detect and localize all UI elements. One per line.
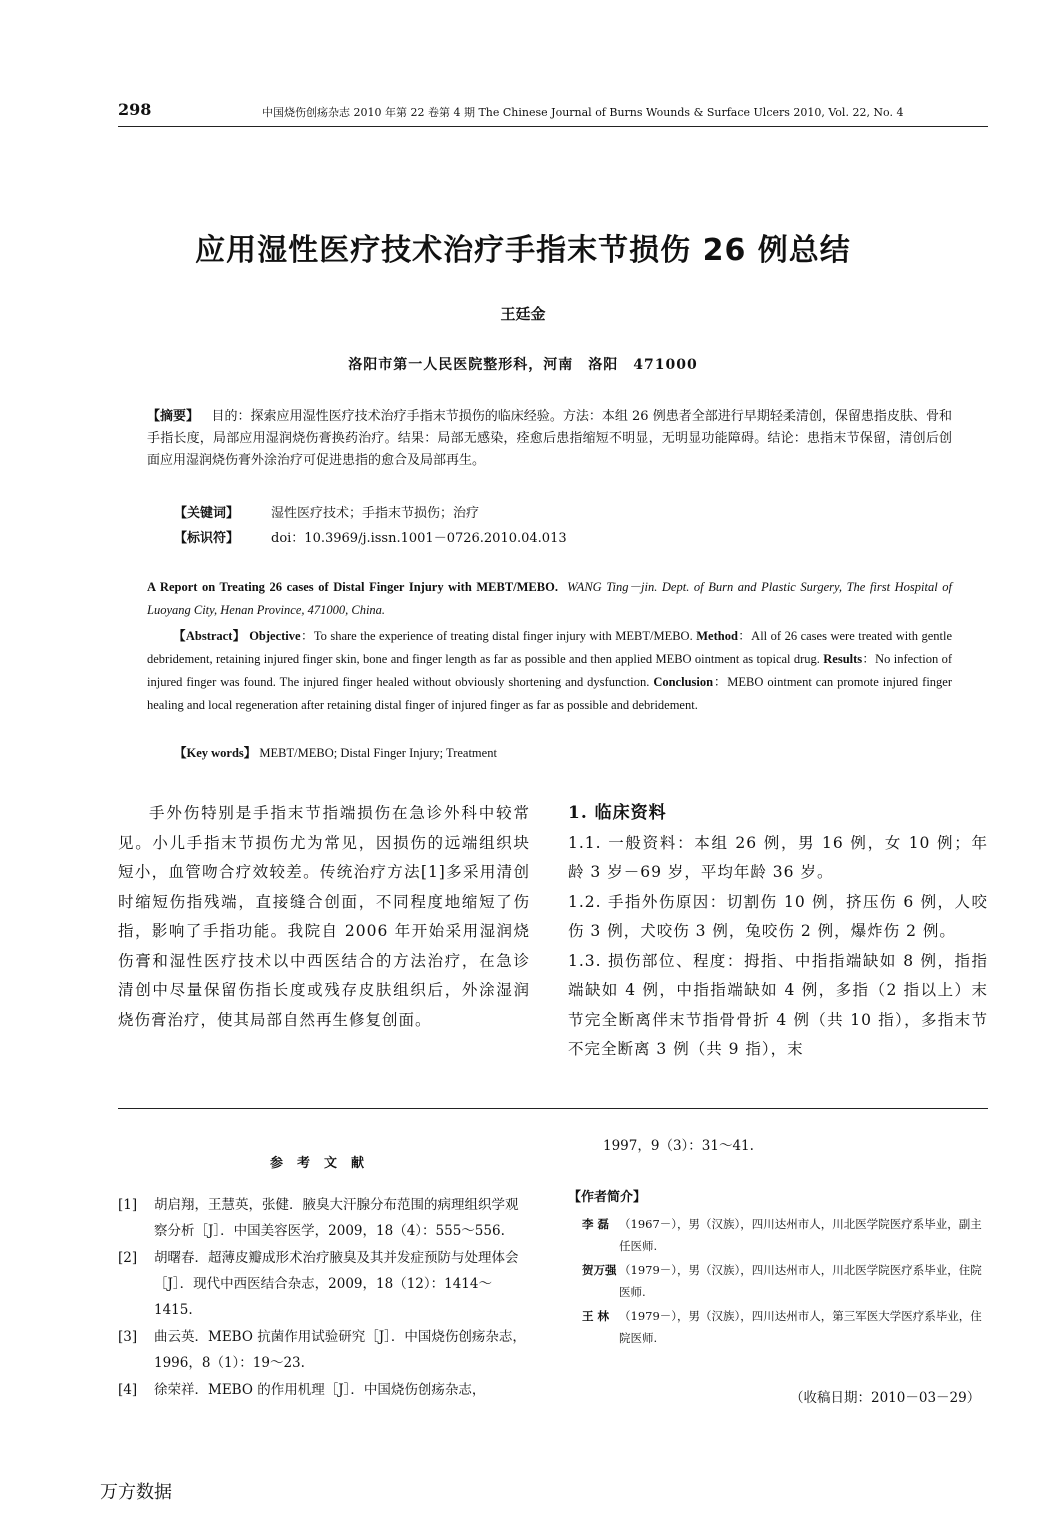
reference-text: 曲云英．MEBO 抗菌作用试验研究［J］．中国烧伤创疡杂志，1996，8（1）：19～23.: [154, 1329, 526, 1371]
keywords-text: 湿性医疗技术；手指末节损伤；治疗: [271, 506, 480, 521]
body-right-column: [568, 799, 988, 1065]
paragraph-1-2: 1.2. 手指外伤原因：切割伤 10 例，挤压伤 6 例，人咬伤 3 例，犬咬伤 3 例，兔咬伤 2 例，爆炸伤 2 例。: [568, 892, 988, 940]
bio-text: （1979－），男（汉族），四川达州市人，川北医学院医疗系毕业，住院医师.: [619, 1263, 982, 1299]
conclusion-text: ：MEBO ointment can promote injured finger healing and local regeneration after retaining distal finger of injured finger as far as possible and debridement.: [147, 675, 953, 712]
bio-text: （1967－），男（汉族），四川达州市人，川北医学院医疗系毕业，副主任医师.: [619, 1217, 982, 1253]
reference-item: [118, 1324, 530, 1376]
bio-name: 王 林: [582, 1309, 610, 1323]
page-number: 298: [118, 100, 152, 119]
english-abstract: [147, 625, 952, 717]
reference-item: [118, 1377, 530, 1403]
abstract-text: 目的：探索应用湿性医疗技术治疗手指末节损伤的临床经验。方法：本组 26 例患者全部进行早期轻柔清创，保留患指皮肤、骨和手指长度，局部应用湿润烧伤膏换药治疗。结果：局部无感染，痊愈后患指缩短不明显，无明显功能障碍。结论：患指末节保留，清创后创面应用湿润烧伤膏外涂治疗可促进患指的愈合及局部再生。: [147, 409, 952, 468]
english-keywords: [174, 743, 497, 761]
paragraph-1-1: 1.1. 一般资料：本组 26 例，男 16 例，女 10 例；年龄 3 岁－69 岁，平均年龄 36 岁。: [568, 833, 988, 881]
method-label: Method: [696, 629, 738, 643]
author-bio-item: [568, 1259, 988, 1303]
reference-text: 胡曙春．超薄皮瓣成形术治疗腋臭及其并发症预防与处理体会［J］．现代中西医结合杂志，2009，18（12）：1414～1415.: [154, 1250, 519, 1318]
conclusion-label: Conclusion: [653, 675, 714, 689]
en-abstract-label: 【Abstract】: [173, 629, 246, 643]
abstract-tag: 【摘要】: [147, 409, 200, 424]
reference-number: [3]: [118, 1329, 138, 1345]
reference-item: [118, 1245, 530, 1323]
author-bio-item: [568, 1305, 988, 1349]
results-text: ：No infection of injured finger was found. The injured finger healed without obviously shortening and dysfunction.: [147, 652, 952, 689]
objective-text: ：To share the experience of treating distal finger injury with MEBT/MEBO.: [300, 629, 693, 643]
objective-label: Objective: [249, 629, 301, 643]
reference-number: [1]: [118, 1197, 138, 1213]
header-rule: [118, 126, 988, 127]
reference-continuation: 1997，9（3）：31～41.: [603, 1138, 754, 1154]
author-bio-item: [568, 1213, 988, 1257]
reference-number: [4]: [118, 1382, 138, 1398]
keywords-label: 【关键词】: [174, 506, 240, 521]
identifier-label: 【标识符】: [174, 531, 240, 546]
references-title: 参考文献: [269, 1156, 378, 1171]
author-bio-title: 【作者简介】: [568, 1190, 647, 1205]
received-date: （收稿日期：2010－03－29）: [790, 1390, 981, 1406]
journal-running-header: 中国烧伤创疡杂志 2010 年第 22 卷第 4 期 The Chinese Journal of Burns Wounds & Surface Ulcers 2010, Vol. 22, No. 4: [262, 106, 904, 119]
english-title: A Report on Treating 26 cases of Distal Finger Injury with MEBT/MEBO.: [147, 580, 558, 594]
method-text: ：All of 26 cases were treated with gentle debridement, retaining injured finger skin, bone and finger length as far as possible and then applied MEBO ointment as topical drug.: [147, 629, 953, 666]
reference-text: 徐荣祥．MEBO 的作用机理［J］．中国烧伤创疡杂志，: [154, 1382, 486, 1398]
affiliation: 洛阳市第一人民医院整形科，河南 洛阳 471000: [348, 357, 698, 373]
english-authors: WANG Ting－jin. Dept. of Burn and Plastic Surgery, The first Hospital of Luoyang City, Henan Province, 471000, China.: [147, 580, 953, 617]
reference-number: [2]: [118, 1250, 138, 1266]
article-title: 应用湿性医疗技术治疗手指末节损伤 26 例总结: [195, 233, 851, 268]
identifier-row: [174, 527, 567, 546]
keywords-row: [174, 502, 479, 521]
identifier-text: doi：10.3969/j.issn.1001－0726.2010.04.013: [271, 531, 567, 546]
references-list: [118, 1192, 530, 1404]
section-heading: 1. 临床资料: [568, 803, 667, 823]
bio-text: （1979－），男（汉族），四川达州市人，第三军医大学医疗系毕业，住院医师.: [619, 1309, 982, 1345]
references-rule: [118, 1108, 988, 1109]
en-keywords-label: 【Key words】: [174, 746, 257, 760]
bio-name: 贺万强: [582, 1263, 617, 1277]
reference-text: 胡启翔，王慧英，张健．腋臭大汗腺分布范围的病理组织学观察分析［J］．中国美容医学，2009，18（4）：555～556.: [154, 1197, 519, 1239]
wanfang-watermark: 万方数据: [100, 1482, 172, 1503]
bio-name: 李 磊: [582, 1217, 610, 1231]
reference-item: [118, 1192, 530, 1244]
results-label: Results: [823, 652, 863, 666]
en-keywords-text: MEBT/MEBO; Distal Finger Injury; Treatment: [259, 746, 497, 760]
english-title-block: [147, 576, 952, 622]
body-left-column: 手外伤特别是手指末节指端损伤在急诊外科中较常见。小儿手指末节损伤尤为常见，因损伤的远端组织块短小，血管吻合疗效较差。传统治疗方法[1]多采用清创时缩短伤指残端，直接缝合创面，不同程度地缩短了伤指，影响了手指功能。我院自 2006 年开始采用湿润烧伤膏和湿性医疗技术以中西医结合的方法治疗，在急诊清创中尽量保留伤指长度或残存皮肤组织后，外涂湿润烧伤膏治疗，使其局部自然再生修复创面。: [118, 804, 530, 1029]
paragraph-1-3: 1.3. 损伤部位、程度：拇指、中指指端缺如 8 例，指指端缺如 4 例，中指指端缺如 4 例，多指（2 指以上）末节完全断离伴末节指骨骨折 4 例（共 10 指），多指末节不完全断离 3 例（共 9 指），末: [568, 951, 988, 1058]
author-name: 王廷金: [500, 305, 546, 323]
chinese-abstract: [147, 406, 952, 472]
author-bio-list: [568, 1213, 988, 1351]
